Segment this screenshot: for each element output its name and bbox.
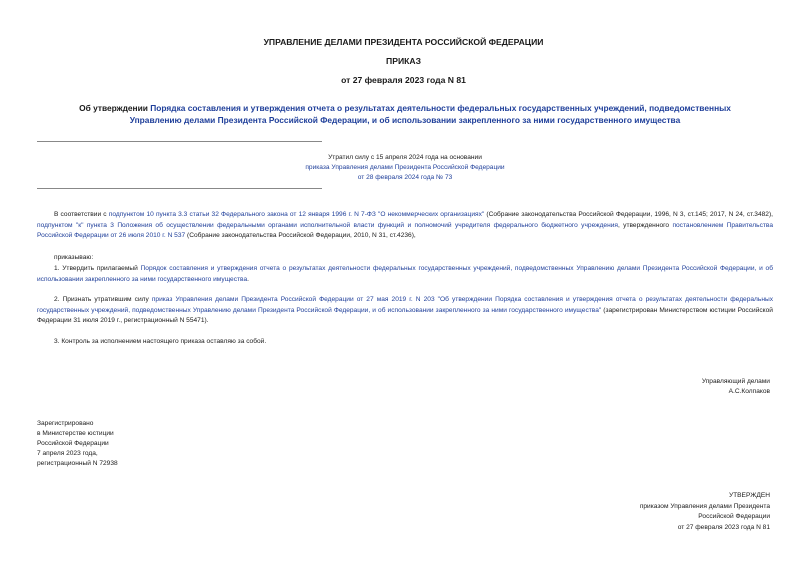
approval-line: УТВЕРЖДЕН: [728, 492, 770, 499]
repeal-note: [290, 153, 520, 183]
signature-block: [702, 377, 770, 397]
repeal-note-line: Утратил силу с 15 апреля 2024 года на основании: [328, 154, 482, 161]
repeal-order-date-link[interactable]: от 28 февраля 2024 года № 73: [357, 174, 453, 181]
repeal-order-link[interactable]: приказа Управления делами Президента Российской Федерации: [305, 164, 505, 171]
order-item-3: 3. Контроль за исполнением настоящего приказа оставляю за собой.: [54, 338, 267, 345]
approval-line: от 27 февраля 2023 года N 81: [677, 523, 770, 531]
order-item-1: [37, 264, 773, 285]
item-text: (зарегистрирован Министерством юстиции Российской Федерации 31 июля 2019 г., регистрационный N 55471).: [37, 306, 773, 325]
signatory-position: Управляющий делами: [701, 378, 770, 385]
title-prefix: Об утверждении: [79, 103, 148, 113]
item-text: .: [247, 275, 249, 283]
document-type: ПРИКАЗ: [386, 56, 421, 66]
note-top-rule: [37, 141, 322, 142]
approval-line: Российской Федерации: [698, 513, 770, 520]
government-decree-link[interactable]: постановлением Правительства Российской Федерации от 26 июля 2010 г. N 537: [37, 221, 773, 240]
registration-line: Зарегистрировано: [37, 420, 94, 427]
preamble-text: В соответствии с: [54, 211, 109, 218]
preamble-text: (Собрание законодательства Российской Федерации, 2010, N 31, ст.4236),: [185, 232, 416, 240]
item-text: 2. Признать утратившим силу: [54, 296, 152, 303]
order-item-2: [37, 295, 773, 327]
approval-block: [640, 491, 770, 533]
note-bottom-rule: [37, 188, 322, 189]
signatory-name: А.С.Колпаков: [728, 388, 770, 395]
registration-line: Российской Федерации: [37, 440, 109, 447]
preamble-text: (Собрание законодательства Российской Федерации, 1996, N 3, ст.145; 2017, N 24, ст.3482),: [484, 211, 773, 218]
federal-law-link[interactable]: подпунктом 10 пункта 3.3 статьи 32 Федерального закона от 12 января 1996 г. N 7-ФЗ "О некоммерческих организациях": [108, 211, 485, 218]
registration-number: регистрационный N 72938: [37, 460, 118, 467]
registration-block: [37, 419, 118, 469]
repealed-order-link[interactable]: приказ Управления делами Президента Российской Федерации от 27 мая 2019 г. N 203 "Об утверждении Порядка составления и утверждения отчета о результатах деятельности федеральных государственных учреждений, подведомственных Управлению делами Президента Российской Федерации, и об использовании закрепленного за ними государственного имущества": [37, 296, 774, 314]
preamble-paragraph: [37, 210, 773, 242]
item-text: 1. Утвердить прилагаемый: [54, 265, 141, 272]
document-title: [55, 103, 755, 126]
order-word: приказываю:: [54, 254, 94, 261]
organization-heading: УПРАВЛЕНИЕ ДЕЛАМИ ПРЕЗИДЕНТА РОССИЙСКОЙ ФЕДЕРАЦИИ: [263, 37, 544, 47]
registration-line: в Министерстве юстиции: [37, 430, 114, 437]
title-link[interactable]: Порядка составления и утверждения отчета о результатах деятельности федеральных государственных учреждений, подведомственных Управлению делами Президента Российской Федерации, и об использовании закрепленного за ними государственного имущества: [129, 103, 731, 125]
regulation-link[interactable]: подпунктом "к" пункта 3 Положения об осуществлении федеральными органами исполнительной власти функций и полномочий учредителя федерального бюджетного учреждения: [37, 221, 618, 229]
registration-line: 7 апреля 2023 года,: [37, 450, 98, 457]
document-date-number: от 27 февраля 2023 года N 81: [341, 75, 466, 85]
preamble-text: , утвержденного: [617, 221, 673, 229]
approval-line: приказом Управления делами Президента: [639, 502, 770, 510]
procedure-link[interactable]: Порядок составления и утверждения отчета о результатах деятельности федеральных государственных учреждений, подведомственных Управлению делами Президента Российской Федерации, и об использовании закрепленного за ними государственного имущества: [37, 265, 773, 283]
